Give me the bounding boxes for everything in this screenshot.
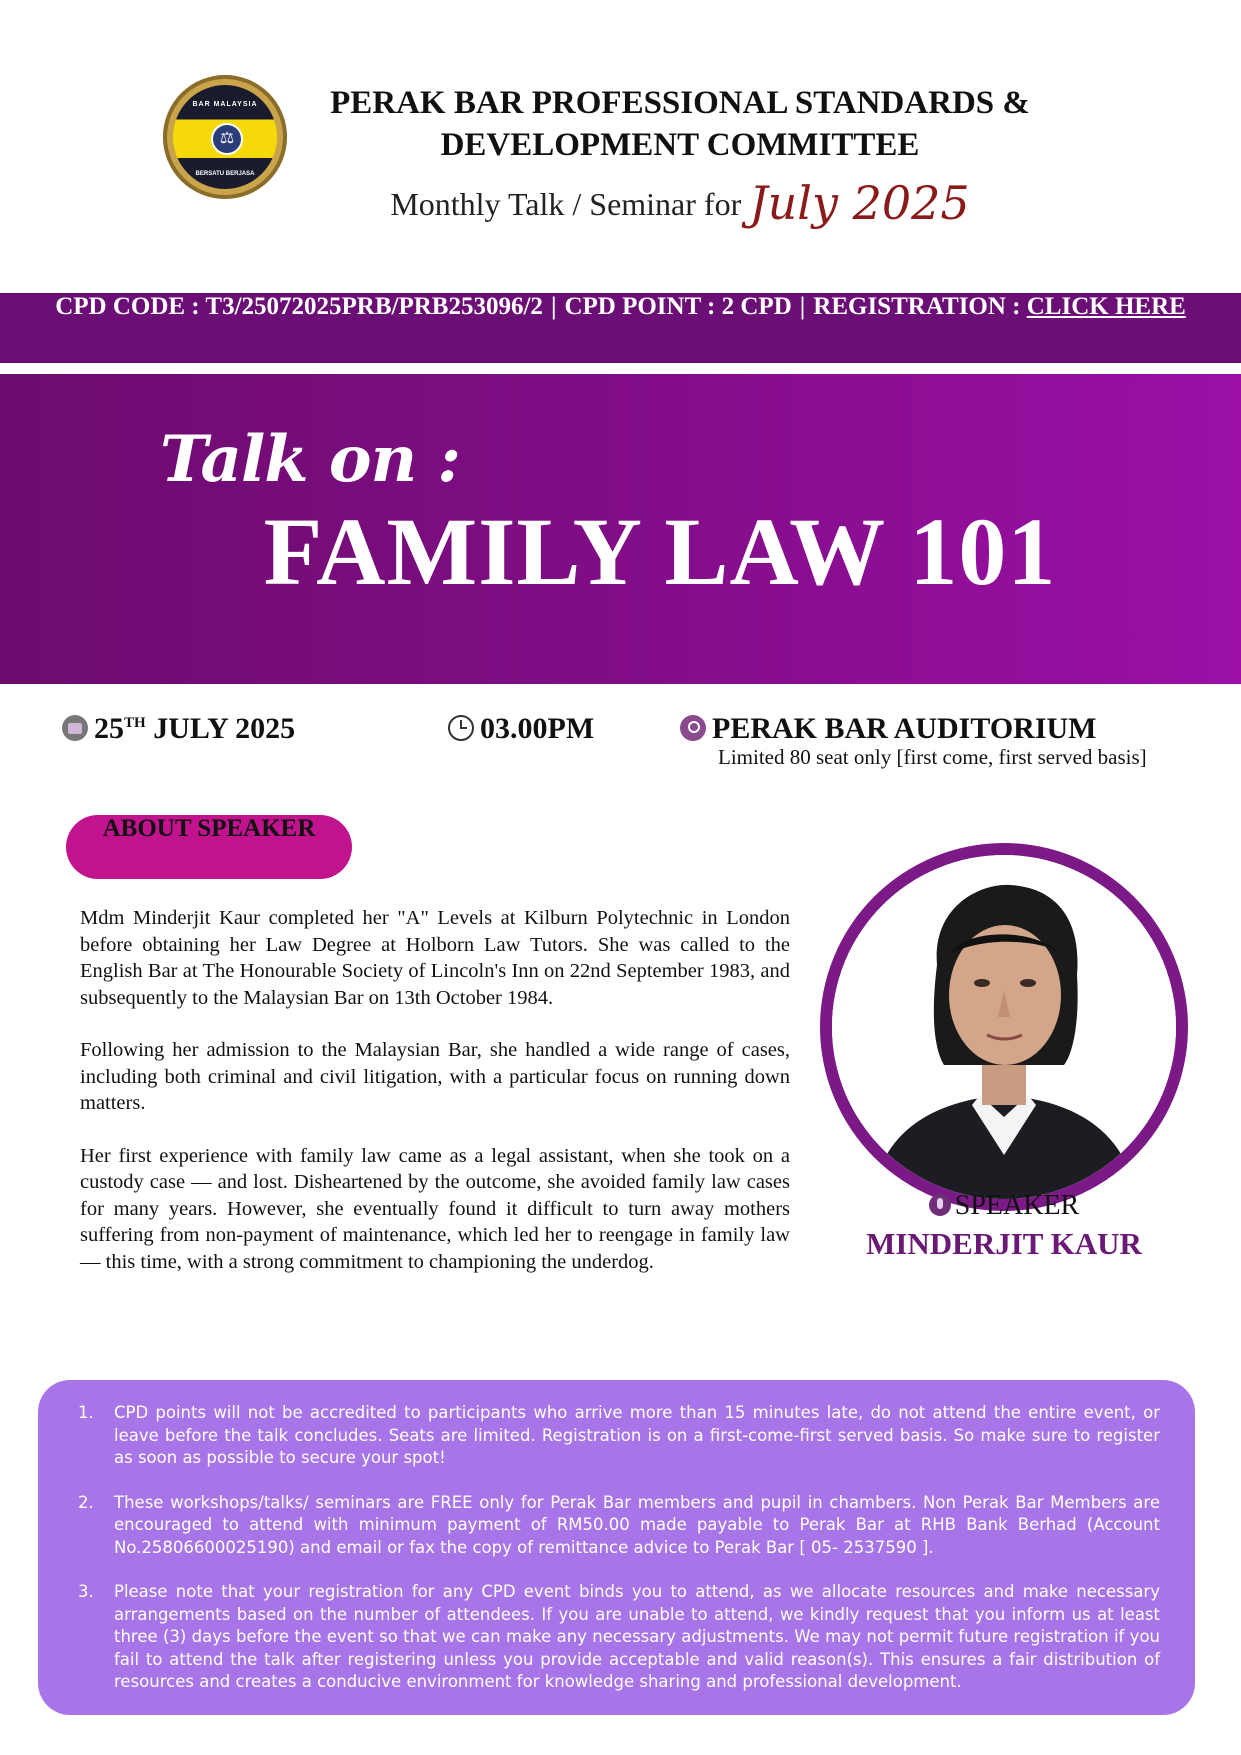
speaker-bio <box>80 905 790 1301</box>
title-line-1: PERAK BAR PROFESSIONAL STANDARDS & <box>330 85 1030 121</box>
talk-title: FAMILY LAW 101 <box>263 498 1057 605</box>
speaker-label-text: SPEAKER <box>954 1190 1080 1221</box>
speaker-name: MINDERJIT KAUR <box>866 1226 1142 1261</box>
venue-name: PERAK BAR AUDITORIUM <box>712 712 1097 745</box>
bar-malaysia-logo <box>163 75 287 199</box>
event-time <box>448 712 594 746</box>
event-venue <box>680 712 1096 746</box>
subtitle-prefix: Monthly Talk / Seminar for <box>390 186 742 222</box>
note-number: 2. <box>78 1492 94 1512</box>
note-number: 1. <box>78 1403 94 1422</box>
microphone-icon <box>929 1194 951 1216</box>
speaker-portrait-icon <box>832 855 1176 1199</box>
logo-motto: BERSATU BERJASA <box>195 171 255 177</box>
event-date <box>62 712 295 746</box>
separator: | <box>799 293 806 320</box>
note-item <box>78 1402 1160 1470</box>
calendar-icon <box>62 715 88 741</box>
separator: | <box>550 293 557 320</box>
logo-seal <box>173 85 277 189</box>
registration-link[interactable]: CLICK HERE <box>1026 293 1186 320</box>
monthly-talk-subtitle <box>360 176 1000 230</box>
speaker-photo <box>832 855 1176 1199</box>
bio-paragraph: Following her admission to the Malaysian Bar, she handled a wide range of cases, including both criminal and civil litigation, with a particular focus on running down matters. <box>80 1039 790 1114</box>
about-speaker-heading: ABOUT SPEAKER <box>66 815 352 879</box>
note-item <box>78 1492 1160 1560</box>
note-text: These workshops/talks/ seminars are FREE only for Perak Bar members and pupil in chambers. Non Perak Bar Members are encouraged to attend with minimum payment of RM50.00 made payable to Perak Bar at RHB Bank Berhad (Account No.25806600025190) and email or fax the copy of remittance advice to Perak Bar [ 05- 2537590 ]. <box>114 1492 1160 1557</box>
logo-text: BAR MALAYSIA <box>192 101 258 108</box>
date-suffix: TH <box>124 715 146 731</box>
notes-list <box>78 1402 1160 1716</box>
speaker-label <box>820 1190 1188 1222</box>
scales-emblem-icon: ⚖ <box>211 123 243 155</box>
time-value: 03.00PM <box>480 712 595 745</box>
cpd-points: CPD POINT : 2 CPD <box>564 293 792 320</box>
registration-label: REGISTRATION : <box>813 293 1021 320</box>
cpd-code: CPD CODE : T3/25072025PRB/PRB253096/2 <box>55 293 543 320</box>
talk-on-label: Talk on : <box>160 422 461 497</box>
terms-notes-box <box>38 1380 1195 1715</box>
speaker-photo-frame <box>820 843 1188 1211</box>
note-text: CPD points will not be accredited to participants who arrive more than 15 minutes late, do not attend the entire event, or leave before the talk concludes. Seats are limited. Registration is on a first-come-first served basis. So make sure to register as soon as possible to secure your spot! <box>114 1403 1160 1467</box>
date-day: 25 <box>94 712 124 745</box>
title-line-2: DEVELOPMENT COMMITTEE <box>440 127 920 163</box>
talk-banner <box>0 374 1241 684</box>
note-item <box>78 1581 1160 1694</box>
organization-title <box>300 82 1060 166</box>
note-text: Please note that your registration for any CPD event binds you to attend, as we allocate resources and make necessary arrangements based on the number of attendees. If you are unable to attend, we kindly request that you inform us at least three (3) days before the event so that we can make any necessary adjustments. We may not permit future registration if you fail to attend the talk after registering unless you provide acceptable and valid reason(s). This ensures a fair distribution of resources and creates a conducive environment for knowledge sharing and professional development. <box>114 1582 1160 1691</box>
location-pin-icon <box>680 715 706 741</box>
bio-paragraph: Mdm Minderjit Kaur completed her "A" Levels at Kilburn Polytechnic in London before obtaining her Law Degree at Holborn Law Tutors. She was called to the English Bar at The Honourable Society of Lincoln's Inn on 22nd September 1983, and subsequently to the Malaysian Bar on 13th October 1984. <box>80 907 790 1009</box>
clock-icon <box>448 715 474 741</box>
date-month-year: JULY 2025 <box>153 712 296 745</box>
cpd-info-bar <box>0 293 1241 363</box>
subtitle-month: July 2025 <box>749 176 970 230</box>
bio-paragraph: Her first experience with family law came as a legal assistant, when she took on a custody case — and lost. Disheartened by the outcome, she avoided family law cases for many years. However, she eventually found it difficult to turn away mothers suffering from non-payment of maintenance, which led her to reengage in family law — this time, with a strong commitment to championing the underdog. <box>80 1144 790 1273</box>
seat-limit-note: Limited 80 seat only [first come, first served basis] <box>718 745 1147 769</box>
note-number: 3. <box>78 1582 94 1601</box>
